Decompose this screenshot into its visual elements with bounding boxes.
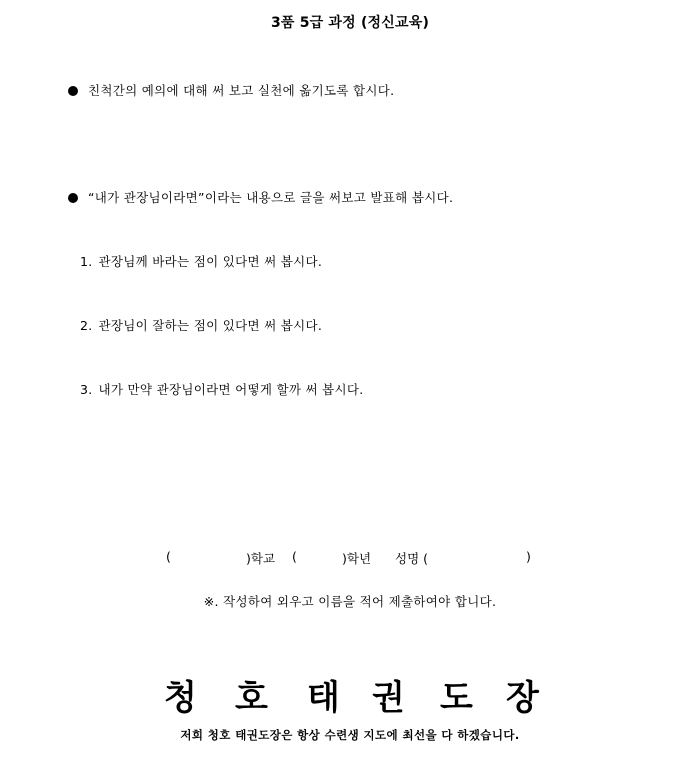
dojang-name-char: 태 (307, 678, 340, 718)
student-info-row (166, 549, 546, 567)
dojang-motto: 저희 청호 태권도장은 항상 수련생 지도에 최선을 다 하겠습니다. (180, 728, 520, 742)
dojang-name-char: 장 (506, 678, 539, 718)
bullet-dot-icon (68, 193, 78, 203)
question-number: 2. (80, 318, 93, 333)
dojang-name-char: 도 (440, 678, 473, 718)
school-open-paren: ( (166, 549, 171, 564)
bullet-dot-icon (68, 86, 78, 96)
question-item (80, 252, 322, 270)
dojang-name-char: 청 (164, 678, 197, 718)
name-label: 성명 ( (395, 551, 429, 566)
document-title: 3품 5급 과정 (정신교육) (270, 15, 430, 31)
name-close-paren: ) (526, 549, 531, 564)
question-text: 내가 만약 관장님이라면 어떻게 할까 써 봅시다. (98, 382, 364, 397)
bullet-text: “내가 관장님이라면”이라는 내용으로 글을 써보고 발표해 봅시다. (88, 190, 454, 205)
dojang-name-char: 권 (372, 678, 405, 718)
question-text: 관장님께 바라는 점이 있다면 써 봅시다. (98, 254, 323, 269)
question-item (80, 380, 364, 398)
grade-label: )학년 (342, 551, 372, 566)
bullet-item-courtesy (68, 81, 394, 99)
question-number: 1. (80, 254, 93, 269)
dojang-name-char: 호 (235, 678, 268, 718)
bullet-text: 친척간의 예의에 대해 써 보고 실천에 옮기도록 합시다. (88, 83, 395, 98)
question-text: 관장님이 잘하는 점이 있다면 써 봅시다. (98, 318, 323, 333)
dojang-name-logo (150, 678, 550, 722)
school-label: )학교 (246, 551, 276, 566)
bullet-item-if-i-were-master (68, 188, 453, 206)
submission-note: ※. 작성하여 외우고 이름을 적어 제출하여야 합니다. (203, 594, 497, 609)
grade-open-paren: ( (292, 549, 297, 564)
question-item (80, 316, 322, 334)
question-number: 3. (80, 382, 93, 397)
